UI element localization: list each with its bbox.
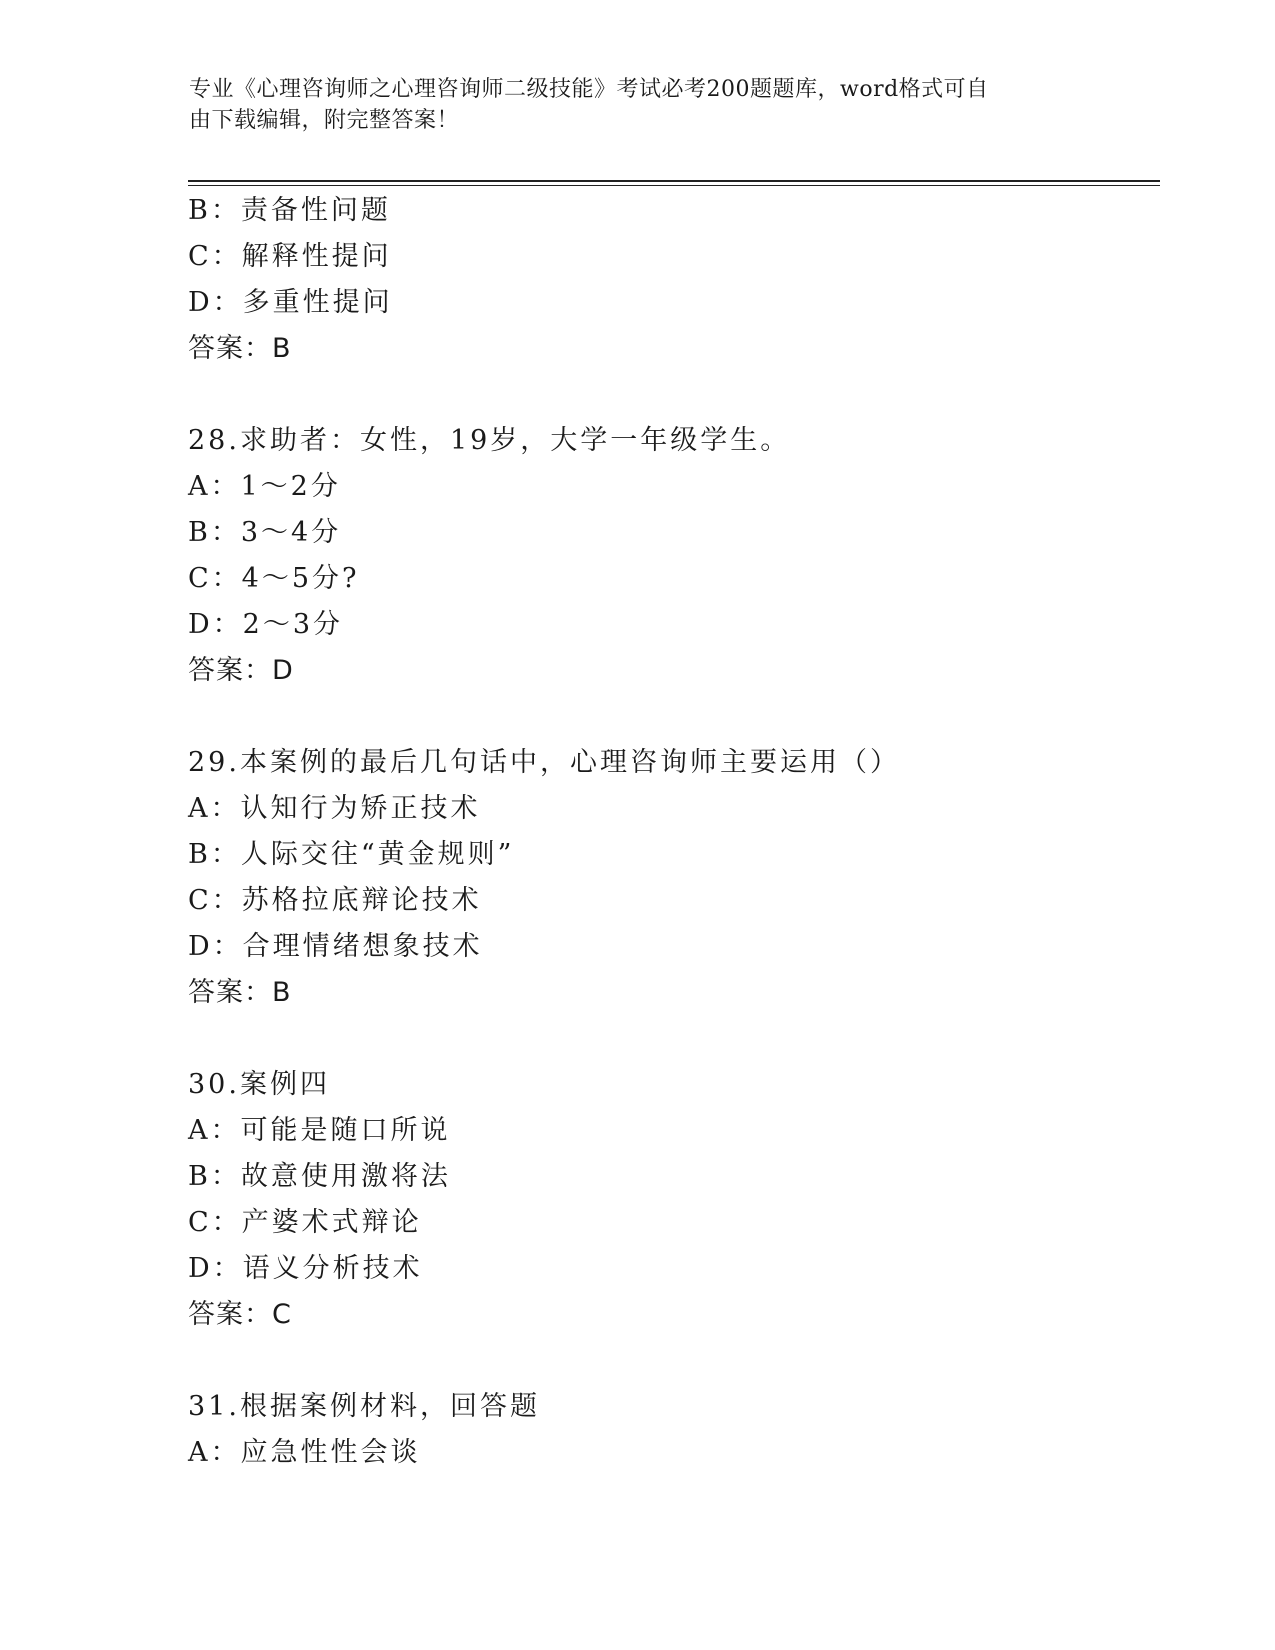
option-d: D：2～3分 <box>188 609 344 640</box>
option-c: C：苏格拉底辩论技术 <box>188 885 482 916</box>
option-b: B：人际交往“黄金规则” <box>188 839 515 870</box>
question-31 <box>188 1384 1148 1476</box>
option-b: B：故意使用激将法 <box>188 1161 451 1192</box>
answer-line: 答案：D <box>188 655 294 686</box>
question-stem: 28.求助者：女性，19岁，大学一年级学生。 <box>188 425 791 456</box>
option-c: C：4～5分? <box>188 563 360 594</box>
question-stem: 29.本案例的最后几句话中，心理咨询师主要运用（） <box>188 747 900 778</box>
header-line-1: 专业《心理咨询师之心理咨询师二级技能》考试必考200题题库，word格式可自 <box>189 77 989 102</box>
option-b: B：3～4分 <box>188 517 342 548</box>
answer-line: 答案：B <box>188 977 292 1008</box>
question-28 <box>188 418 1148 694</box>
question-29 <box>188 740 1148 1016</box>
answer-line: 答案：B <box>188 333 292 364</box>
option-a: A：应急性性会谈 <box>188 1437 421 1468</box>
question-stem: 30.案例四 <box>188 1069 330 1100</box>
question-list <box>188 188 1148 1476</box>
question-30 <box>188 1062 1148 1338</box>
option-c: C：产婆术式辩论 <box>188 1207 422 1238</box>
header-rule-thin <box>188 185 1160 186</box>
option-a: A：可能是随口所说 <box>188 1115 451 1146</box>
answer-line: 答案：C <box>188 1299 292 1330</box>
option-d: D：语义分析技术 <box>188 1253 423 1284</box>
option-c: C：解释性提问 <box>188 241 392 272</box>
option-d: D：多重性提问 <box>188 287 393 318</box>
option-d: D：合理情绪想象技术 <box>188 931 483 962</box>
question-27-continued <box>188 188 1148 372</box>
header-line-2: 由下载编辑，附完整答案！ <box>189 108 460 133</box>
option-a: A：认知行为矫正技术 <box>188 793 481 824</box>
option-a: A：1～2分 <box>188 471 341 502</box>
document-header <box>189 74 1069 136</box>
question-stem: 31.根据案例材料，回答题 <box>188 1391 540 1422</box>
header-rule-thick <box>188 180 1160 182</box>
option-b: B：责备性问题 <box>188 195 391 226</box>
